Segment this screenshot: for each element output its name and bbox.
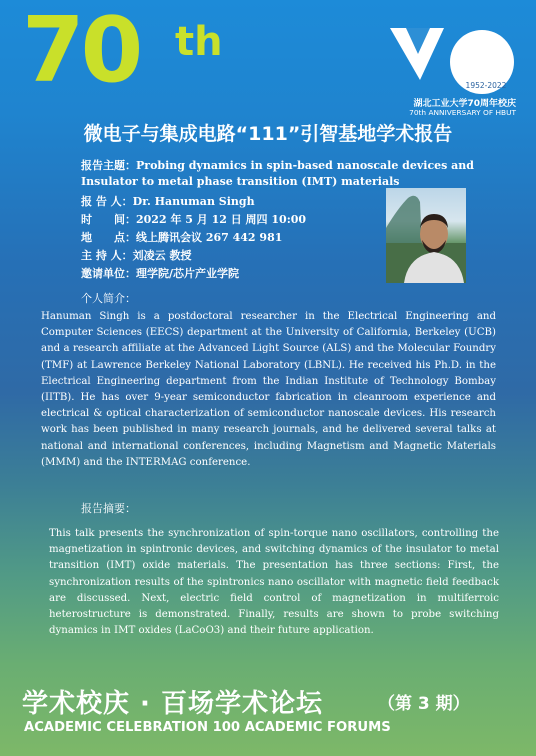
speaker-row [81, 193, 255, 209]
anniversary-number: 70 [22, 0, 140, 103]
time-label: 时 间： [81, 213, 136, 226]
host-row [81, 247, 192, 263]
place-value: 线上腾讯会议 267 442 981 [136, 231, 283, 244]
inviter-row [81, 265, 239, 281]
logo-years: 1952-2022 [465, 81, 507, 90]
footer-issue: （第 3 期） [378, 694, 470, 714]
anniversary-suffix: th [175, 19, 223, 65]
footer-series-en: ACADEMIC CELEBRATION 100 ACADEMIC FORUMS [24, 720, 391, 735]
place-row [81, 229, 282, 245]
footer-series-zh: 学术校庆 · 百场学术论坛 [22, 689, 323, 719]
speaker-portrait-icon [386, 188, 466, 283]
abstract-heading: 报告摘要： [81, 502, 136, 515]
topic-row [81, 157, 474, 173]
topic-line2: Insulator to metal phase transition (IMT) materials [81, 175, 400, 188]
speaker-value: Dr. Hanuman Singh [132, 195, 255, 208]
speaker-label: 报 告 人： [81, 195, 133, 208]
speaker-photo [386, 188, 466, 283]
time-value: 2022 年 5 月 12 日 周四 10:00 [136, 213, 307, 226]
host-value: 刘凌云 教授 [132, 249, 192, 262]
bio-text: Hanuman Singh is a postdoctoral researcher in the Electrical Engineering and Computer Sciences (EECS) department at the University of California, Berkeley (UCB) and a research affiliate at the Advanced Light Source (ALS) and the Molecular Foundry (TMF) at Lawrence Berkeley National Laboratory (LBNL). He received his Ph.D. in the Electrical Engineering department from the Indian Institute of Technology Bombay (IITB). He has over 9-year semiconductor fabrication in cleanroom experience and electrical & optical characterization of semiconductor nanoscale devices. His research work has been published in many research journals, and he delivered several talks at national and international conferences, including Magnetism and Magnetic Materials (MMM) and the INTERMAG conference. [41, 311, 496, 468]
page-title: 微电子与集成电路“111”引智基地学术报告 [83, 123, 453, 145]
host-label: 主 持 人： [81, 249, 133, 262]
logo-title: 湖北工业大学70周年校庆 [413, 99, 516, 109]
topic-row-2 [81, 175, 399, 188]
inviter-value: 理学院/芯片产业学院 [136, 267, 240, 280]
logo-subtitle: 70th ANNIVERSARY OF HBUT [409, 108, 516, 117]
topic-label: 报告主题： [81, 159, 136, 172]
abstract-text: This talk presents the synchronization of spin-torque nano oscillators, controlling the magnetization in spintronic devices, and switching dynamics of the insulator to metal transition (IMT) oxide materials. The presentation has three sections: First, the synchronization results of the spintronics nano oscillator with magnetic field feedback are discussed. Next, electric field control of magnetization in multiferroic heterostructure is demonstrated. Finally, results are shown to probe switching dynamics in IMT oxides (LaCoO3) and their future application. [49, 528, 499, 637]
hbut-anniversary-logo [386, 24, 516, 120]
place-label: 地 点： [81, 231, 136, 244]
topic-line1: Probing dynamics in spin-based nanoscale devices and [136, 159, 474, 172]
time-row [81, 211, 306, 227]
anniversary-70-emblem-icon [386, 24, 516, 104]
bio-heading: 个人简介： [81, 292, 136, 305]
inviter-label: 邀请单位： [81, 267, 136, 280]
